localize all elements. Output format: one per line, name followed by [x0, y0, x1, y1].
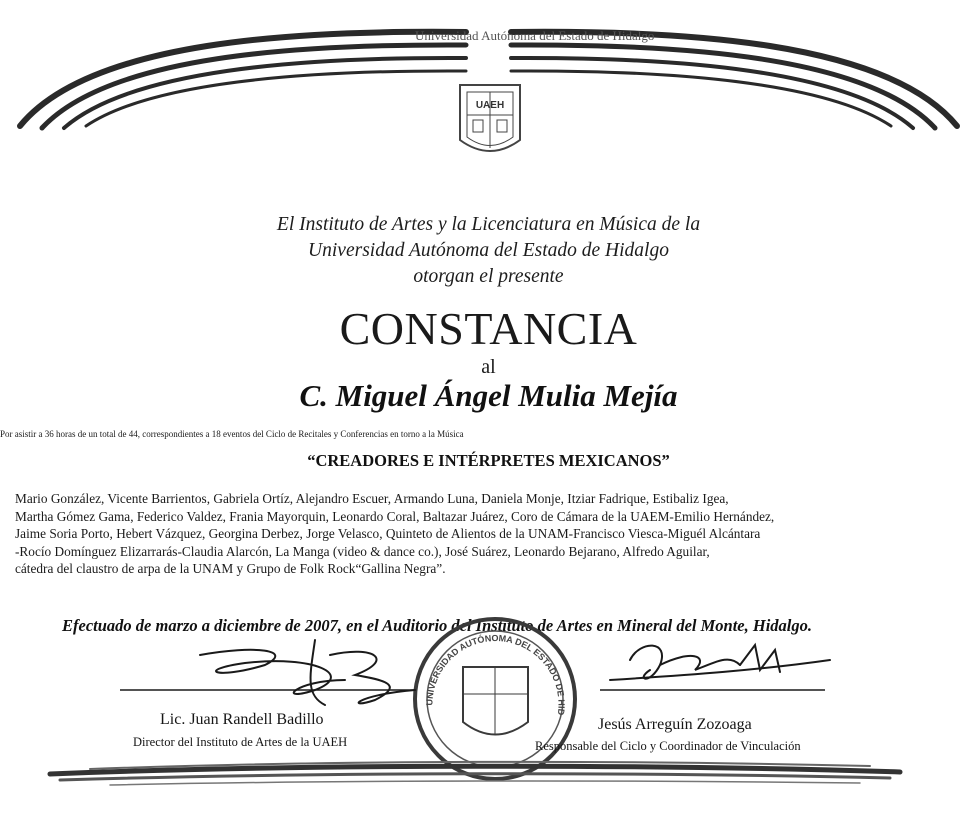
intro-line-1: El Instituto de Artes y la Licenciatura en Música de la	[276, 214, 701, 235]
left-signature	[115, 635, 445, 715]
performers-list	[15, 490, 965, 578]
recipient-name: C. Miguel Ángel Mulia Mejía	[299, 378, 678, 413]
svg-text:UAEH: UAEH	[475, 100, 505, 111]
right-signatory-name: Jesús Arreguín Zozoaga	[598, 716, 752, 733]
left-signatory-role: Director del Instituto de Artes de la UAEH	[133, 735, 348, 749]
performers-line: Mario González, Vicente Barrientos, Gabriela Ortíz, Alejandro Escuer, Armando Luna, Daniela Monje, Itziar Fadrique, Estibaliz Igea,	[15, 491, 729, 506]
performers-line: cátedra del claustro de arpa de la UNAM y Grupo de Folk Rock“Gallina Negra”.	[15, 561, 446, 576]
right-signatory-role: Responsable del Ciclo y Coordinador de Vinculación	[535, 739, 801, 753]
to-label: al	[481, 356, 496, 378]
performers-line: Martha Gómez Gama, Federico Valdez, Frania Mayorquin, Leonardo Coral, Baltazar Juárez, Coro de Cámara de la UAEM-Emilio Hernández,	[15, 508, 775, 524]
university-seal	[415, 28, 655, 190]
performers-line: Jaime Soria Porto, Hebert Vázquez, Georgina Derbez, Jorge Velasco, Quinteto de Alientos de la UNAM-Francisco Viesca-Miguél Alcántara	[15, 526, 761, 541]
intro-line-2: Universidad Autónoma del Estado de Hidalgo	[308, 240, 669, 261]
reason-text: Por asistir a 36 horas de un total de 44, correspondientes a 18 eventos del Ciclo de Recitales y Conferencias en torno a la Música	[0, 429, 464, 439]
intro-line-3: otorgan el presente	[413, 266, 564, 287]
left-signatory-name: Lic. Juan Randell Badillo	[160, 711, 324, 728]
performers-line: -Rocío Domínguez Elizarrarás-Claudia Alarcón, La Manga (video & dance co.), José Suárez, Leonardo Bejarano, Alfredo Aguilar,	[15, 543, 710, 559]
svg-text:UNIVERSIDAD AUTÓNOMA DEL ESTAD: UNIVERSIDAD AUTÓNOMA DEL ESTADO DE HIDALGO	[404, 604, 567, 716]
event-location-text: Efectuado de marzo a diciembre de 2007, en el Auditorio del Instituto de Artes en Mineral del Monte, Hidalgo.	[62, 616, 812, 635]
document-title: CONSTANCIA	[339, 303, 638, 354]
seal-text: Universidad Autónoma del Estado de Hidalgo	[415, 28, 655, 43]
footer-swoosh	[0, 752, 977, 792]
intro-text	[0, 212, 977, 290]
right-signature	[590, 630, 835, 700]
cycle-name: “CREADORES E INTÉRPRETES MEXICANOS”	[307, 451, 670, 470]
